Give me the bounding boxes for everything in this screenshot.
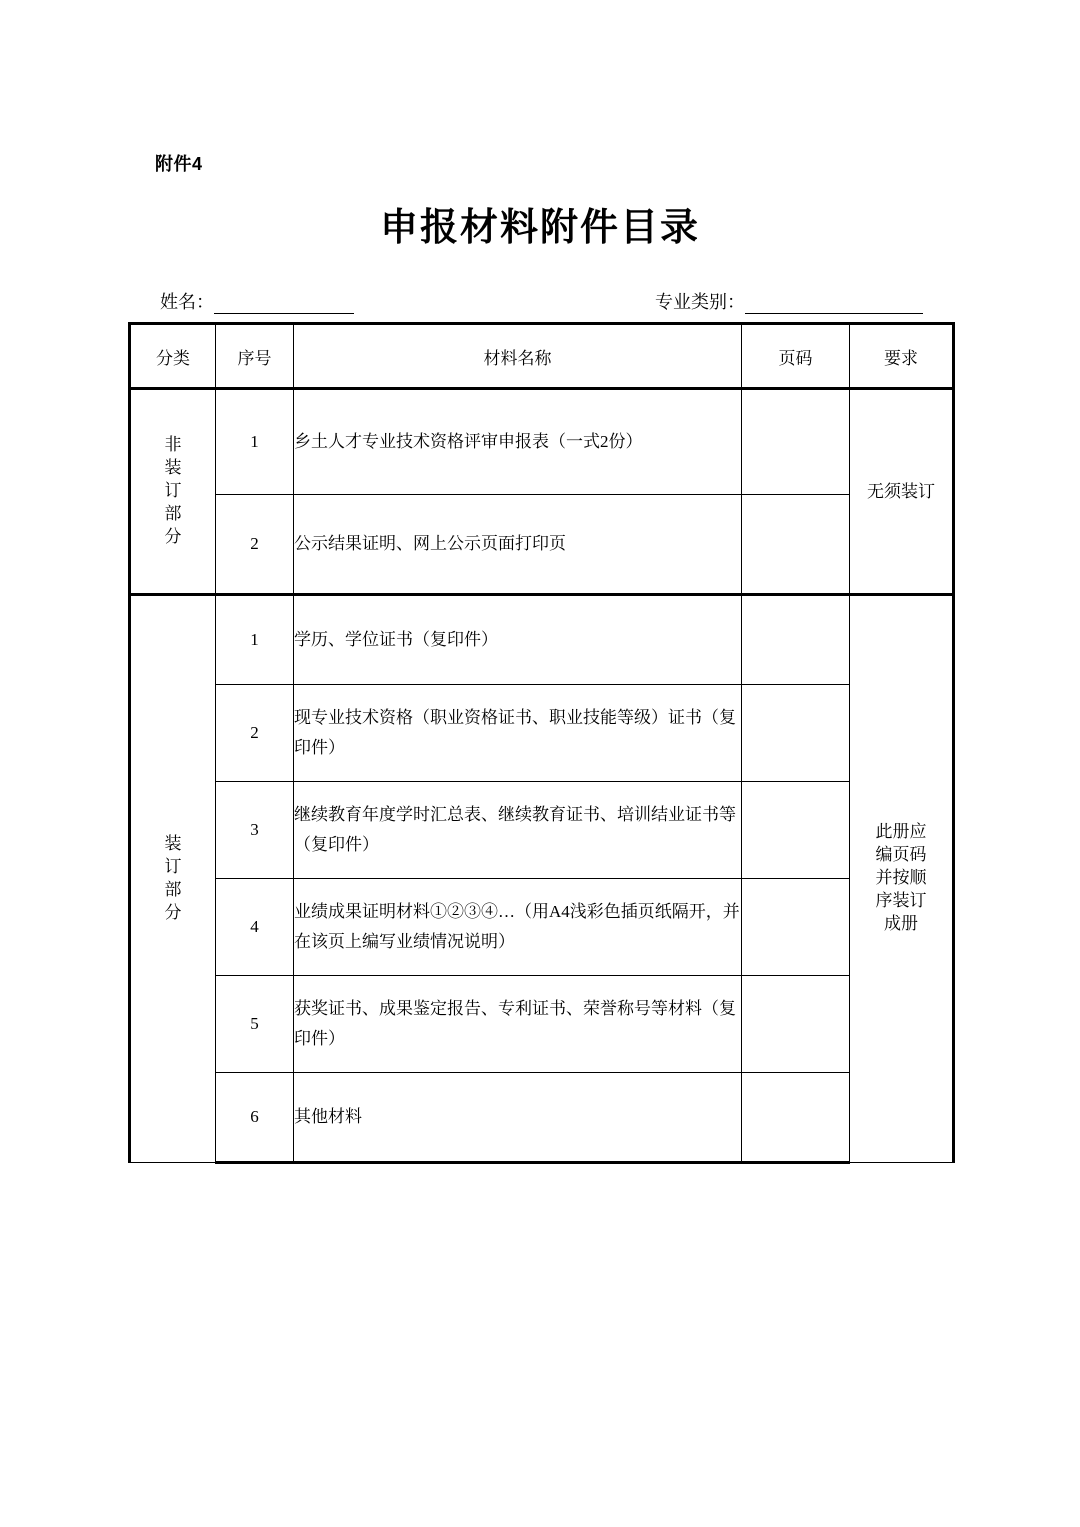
row-material-name: 继续教育年度学时汇总表、继续教育证书、培训结业证书等（复印件） bbox=[294, 782, 742, 879]
field-major-label: 专业类别： bbox=[655, 292, 745, 312]
table-row bbox=[130, 879, 954, 976]
table-row bbox=[130, 976, 954, 1073]
group-requirement-2: 此册应编页码并按顺序装订成册 bbox=[850, 595, 954, 1163]
page-title: 申报材料附件目录 bbox=[379, 204, 700, 249]
row-no: 1 bbox=[216, 595, 294, 685]
row-material-name: 业绩成果证明材料①②③④…（用A4浅彩色插页纸隔开，并在该页上编写业绩情况说明） bbox=[294, 879, 742, 976]
table-row bbox=[130, 495, 954, 595]
attachment-label: 附件4 bbox=[155, 154, 203, 174]
table-row bbox=[130, 389, 954, 495]
table-row bbox=[130, 1073, 954, 1163]
row-no: 2 bbox=[216, 495, 294, 595]
field-name bbox=[160, 288, 354, 314]
row-page[interactable] bbox=[742, 595, 850, 685]
header-category: 分类 bbox=[130, 324, 216, 389]
table-header-row bbox=[130, 324, 954, 389]
group-category-2: 装订部分 bbox=[130, 595, 216, 1163]
header-requirement: 要求 bbox=[850, 324, 954, 389]
row-no: 5 bbox=[216, 976, 294, 1073]
field-name-blank[interactable] bbox=[214, 313, 354, 314]
form-fields bbox=[160, 288, 960, 316]
row-page[interactable] bbox=[742, 495, 850, 595]
row-no: 2 bbox=[216, 685, 294, 782]
row-material-name: 其他材料 bbox=[294, 1073, 742, 1163]
header-page: 页码 bbox=[742, 324, 850, 389]
materials-table bbox=[128, 322, 955, 1164]
row-material-name: 学历、学位证书（复印件） bbox=[294, 595, 742, 685]
row-material-name: 乡土人才专业技术资格评审申报表（一式2份） bbox=[294, 389, 742, 495]
row-page[interactable] bbox=[742, 879, 850, 976]
row-page[interactable] bbox=[742, 389, 850, 495]
field-major-blank[interactable] bbox=[745, 313, 923, 314]
table-row bbox=[130, 685, 954, 782]
row-page[interactable] bbox=[742, 976, 850, 1073]
field-name-label: 姓名： bbox=[160, 292, 214, 312]
header-material-name: 材料名称 bbox=[294, 324, 742, 389]
row-no: 1 bbox=[216, 389, 294, 495]
header-no: 序号 bbox=[216, 324, 294, 389]
row-page[interactable] bbox=[742, 1073, 850, 1163]
row-page[interactable] bbox=[742, 685, 850, 782]
row-no: 6 bbox=[216, 1073, 294, 1163]
row-material-name: 公示结果证明、网上公示页面打印页 bbox=[294, 495, 742, 595]
group-category-1: 非装订部分 bbox=[130, 389, 216, 595]
table-row bbox=[130, 782, 954, 879]
table-row bbox=[130, 595, 954, 685]
row-page[interactable] bbox=[742, 782, 850, 879]
row-material-name: 现专业技术资格（职业资格证书、职业技能等级）证书（复印件） bbox=[294, 685, 742, 782]
row-material-name: 获奖证书、成果鉴定报告、专利证书、荣誉称号等材料（复印件） bbox=[294, 976, 742, 1073]
group-requirement-1: 无须装订 bbox=[850, 389, 954, 595]
field-major bbox=[655, 288, 923, 314]
row-no: 3 bbox=[216, 782, 294, 879]
row-no: 4 bbox=[216, 879, 294, 976]
